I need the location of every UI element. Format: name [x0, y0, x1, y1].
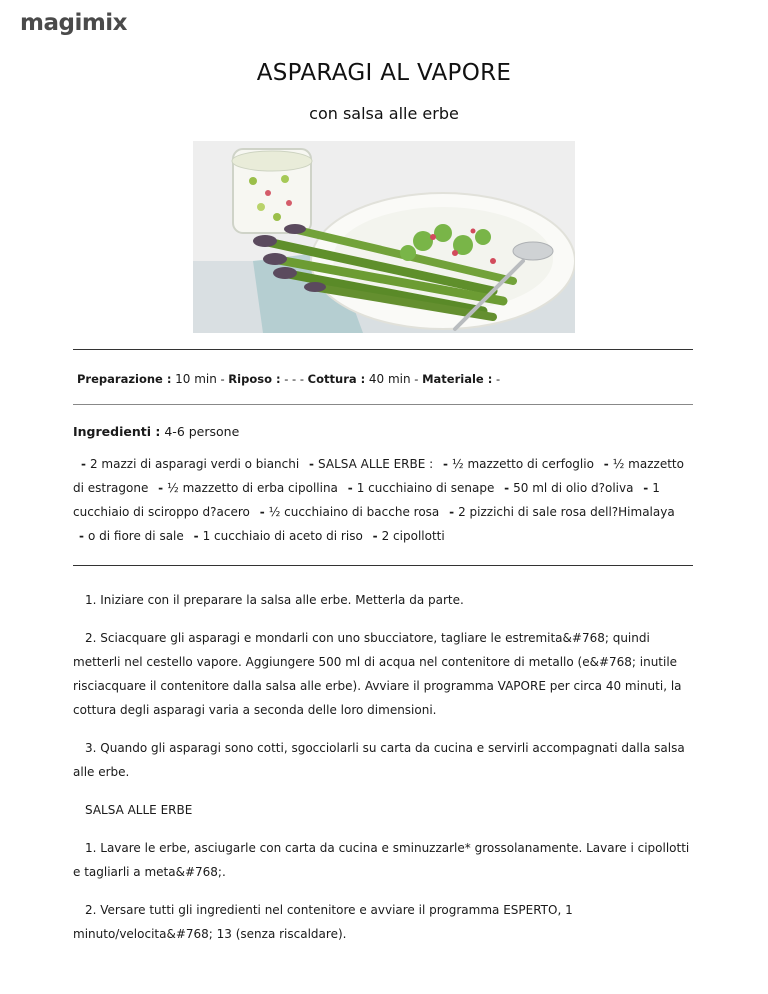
section-heading: SALSA ALLE ERBE [85, 803, 193, 817]
ingredients-header [73, 424, 239, 439]
step-paragraph: 2. Versare tutti gli ingredienti nel contenitore e avviare il programma ESPERTO, 1 minuto/velocita&#768; 13 (senza riscaldare). [73, 903, 573, 941]
ingredient-item: 1 cucchiaio di sciroppo d?acero [73, 481, 660, 519]
ingredient-item: 2 pizzichi di sale rosa dell?Himalaya [458, 505, 675, 519]
rest-value: - - [284, 372, 297, 386]
divider-meta [73, 404, 693, 405]
divider-top [73, 349, 693, 350]
tools-value: - [495, 372, 501, 386]
cook-label: Cottura : [307, 372, 366, 386]
ingredients-label: Ingredienti : [73, 424, 161, 439]
ingredient-item: ½ cucchiaino di bacche rosa [268, 505, 440, 519]
prep-value: 10 min [175, 372, 217, 386]
ingredient-item: 50 ml di olio d?oliva [513, 481, 634, 495]
step-paragraph: 1. Lavare le erbe, asciugarle con carta da cucina e sminuzzarle* grossolanamente. Lavare i cipollotti e tagliarli a meta&#768;. [73, 841, 690, 879]
ingredient-item: ½ mazzetto di estragone [73, 457, 684, 495]
ingredient-item: 1 cucchiaio di aceto di riso [202, 529, 363, 543]
recipe-photo [193, 141, 575, 333]
instructions [73, 588, 693, 960]
recipe-meta: Preparazione : 10 min - Riposo : - - - Cottura : 40 min - Materiale : - [77, 372, 501, 386]
ingredient-item: ½ mazzetto di erba cipollina [167, 481, 338, 495]
prep-label: Preparazione : [77, 372, 172, 386]
recipe-title: ASPARAGI AL VAPORE [256, 60, 512, 86]
ingredient-item: 1 cucchiaino di senape [356, 481, 495, 495]
ingredient-item: 2 mazzi di asparagi verdi o bianchi [89, 457, 300, 471]
step-paragraph: 1. Iniziare con il preparare la salsa alle erbe. Metterla da parte. [85, 593, 464, 607]
ingredient-item: o di fiore di sale [87, 529, 184, 543]
ingredients-list: - 2 mazzi di asparagi verdi o bianchi - SALSA ALLE ERBE : - ½ mazzetto di cerfoglio - ½ mazzetto di estragone - ½ mazzetto di erba cipollina - 1 cucchiaino di senape - 50 ml di olio d?oliva - 1 cucchiaio di sciroppo d?acero - ½ cucchiaino di bacche rosa - 2 pizzichi di sale rosa dell?Himalaya - o di fiore di sale - 1 cucchiaio di aceto di riso - 2 cipollotti [73, 457, 684, 543]
recipe-subtitle: con salsa alle erbe [309, 104, 459, 123]
brand-logo: magimix [20, 10, 128, 36]
tools-label: Materiale : [422, 372, 493, 386]
rest-label: Riposo : [228, 372, 281, 386]
ingredient-item: 2 cipollotti [381, 529, 445, 543]
servings: 4-6 persone [164, 424, 240, 439]
ingredient-item: ½ mazzetto di cerfoglio [452, 457, 594, 471]
cook-value: 40 min [368, 372, 411, 386]
step-paragraph: 2. Sciacquare gli asparagi e mondarli con uno sbucciatore, tagliare le estremita&#768; quindi metterli nel cestello vapore. Aggiungere 500 ml di acqua nel contenitore di metallo (e&#768; inutile risciacquare il contenitore dalla salsa alle erbe). Avviare il programma VAPORE per circa 40 minuti, la cottura degli asparagi varia a seconda delle loro dimensioni. [73, 631, 682, 717]
divider-steps [73, 565, 693, 566]
step-paragraph: 3. Quando gli asparagi sono cotti, sgocciolarli su carta da cucina e servirli accompagnati dalla salsa alle erbe. [73, 741, 685, 779]
asparagus-dish-illustration [193, 141, 575, 333]
ingredient-item: SALSA ALLE ERBE : [318, 457, 434, 471]
